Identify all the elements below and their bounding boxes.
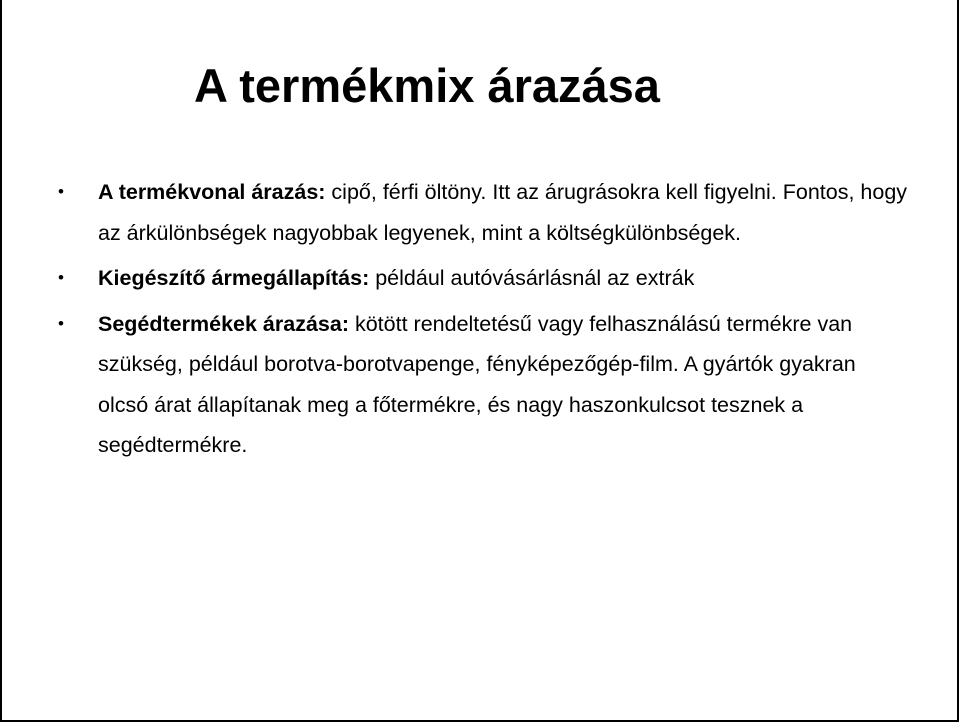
bullet-term: Kiegészítő ármegállapítás: bbox=[98, 266, 370, 290]
bullet-term: A termékvonal árazás: bbox=[98, 180, 326, 204]
bullet-item-captive-product-pricing bbox=[58, 304, 908, 466]
bullet-list bbox=[58, 172, 908, 466]
bullet-dot-icon: • bbox=[58, 313, 64, 333]
slide-title: A termékmix árazása bbox=[194, 59, 660, 112]
bullet-term: Segédtermékek árazása: bbox=[98, 311, 349, 336]
bullet-item-product-line-pricing bbox=[58, 172, 908, 253]
bullet-item-optional-product-pricing bbox=[58, 258, 908, 299]
bullet-text: cipő, férfi öltöny. Itt az árugrásokra kell figyelni. Fontos, hogy az árkülönbségek nagyobbak legyenek, mint a költségkülönbségek. bbox=[98, 180, 908, 245]
bullet-dot-icon: • bbox=[58, 268, 64, 287]
bullet-text: kötött rendeltetésű vagy felhasználású termékre van szükség, például borotva-borotvapenge, fényképezőgép-film. A gyártók gyakran olcsó árat állapítanak meg a főtermékre, és nagy haszonkulcsot tesznek a segédtermékre. bbox=[98, 311, 856, 457]
bullet-dot-icon: • bbox=[58, 182, 64, 201]
bullet-text: például autóvásárlásnál az extrák bbox=[369, 266, 695, 290]
